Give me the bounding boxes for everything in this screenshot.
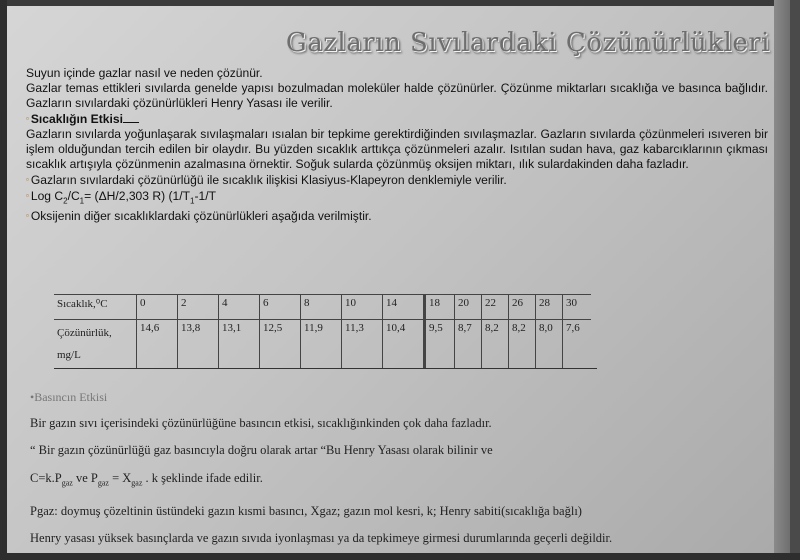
table-header-cell: Sıcaklık,⁰C	[54, 295, 137, 320]
top-border	[0, 0, 800, 6]
pressure-line-4: Pgaz: doymuş çözeltinin üstündeki gazın kısmi basıncı, Xgaz; gazın mol kesri, k; Henry sabiti(sıcaklığa bağlı)	[30, 504, 582, 518]
intro-paragraph: Gazlar temas ettikleri sıvılarda genelde yapısı bozulmadan moleküler halde çözünürler. Çözünme miktarları sıcaklığa ve basınca bağlıdır. Gazların sıvılardaki çözünürlükleri Henry Yasası ile verilir.	[26, 81, 768, 110]
table-row	[54, 320, 591, 369]
heading-underline	[123, 112, 139, 123]
table-cell: 7,6	[563, 320, 592, 369]
pressure-heading: •Basıncın Etkisi	[30, 390, 108, 404]
formula-sub: 2	[63, 196, 68, 206]
formula-part: . k şeklinde ifade edilir.	[142, 471, 263, 485]
temperature-paragraph: Gazların sıvılarda yoğunlaşarak sıvılaşmaları ısıalan bir tepkime gerektirdiğinden sıvılaşmazlar. Gazların sıvılarda çözünmeleri ısıveren bir işlem olduğundan tercih edilen bir olaydır. Bu yüzden sıcaklık arttıkça çözünmeleri azalır. Isıtılan sudan hava, gaz kabarcıklarının çıkması sıcaklık artışıyla çözünmenin azalmasına örnektir. Soğuk sularda çözünmüş oksijen miktarı, ılık sulardakinden daha fazladır.	[26, 127, 768, 171]
pressure-line-5: Henry yasası yüksek basınçlarda ve gazın sıvıda iyonlaşması ya da tepkimeye girmesi durumlarında geçerli değildir.	[30, 531, 613, 545]
table-cell: 2	[178, 295, 219, 320]
pressure-formula	[30, 471, 770, 488]
oxygen-solubility-table	[54, 294, 597, 369]
bullet-icon: ▫	[26, 191, 29, 200]
table-cell: 26	[509, 295, 536, 320]
bullet-formula	[26, 188, 768, 208]
table-cell: 10	[342, 295, 383, 320]
temperature-heading	[26, 111, 768, 127]
formula-part: /C	[67, 189, 80, 203]
table-cell: 0	[137, 295, 178, 320]
intro-line: Suyun içinde gazlar nasıl ve neden çözünür.	[26, 66, 263, 80]
table-cell: 28	[536, 295, 563, 320]
pressure-line-1: Bir gazın sıvı içerisindeki çözünürlüğüne basıncın etkisi, sıcaklığınkinden çok daha fazladır.	[30, 416, 492, 430]
table-cell: 9,5	[425, 320, 455, 369]
table-label-line: Çözünürlük,	[57, 327, 112, 339]
bullet-clausius	[26, 172, 768, 188]
bullet-icon: ▫	[26, 175, 29, 184]
bullet-icon: ▫	[26, 211, 29, 221]
formula-sub: gaz	[131, 478, 143, 488]
table-cell: 13,1	[219, 320, 260, 369]
table-cell: 18	[425, 295, 455, 320]
table-row	[54, 295, 591, 320]
table-cell: 4	[219, 295, 260, 320]
table-cell: 11,9	[301, 320, 342, 369]
table-header-cell	[54, 320, 137, 369]
table-cell: 11,3	[342, 320, 383, 369]
formula-part: = X	[108, 471, 132, 485]
table-cell: 8	[301, 295, 342, 320]
formula-part: = (ΔH/2,303 R) (1/T	[84, 189, 190, 203]
table-cell: 14	[383, 295, 425, 320]
table-cell: 14,6	[137, 320, 178, 369]
table-cell: 22	[482, 295, 509, 320]
table-cell: 30	[563, 295, 592, 320]
formula-sub: gaz	[97, 478, 109, 488]
table-cell: 8,2	[482, 320, 509, 369]
temperature-heading-text: Sıcaklığın Etkisi	[30, 112, 123, 126]
table-label-line: mg/L	[57, 349, 81, 361]
slide-title: Gazların Sıvılardaki Çözünürlükleri	[285, 28, 770, 58]
table-cell: 10,4	[383, 320, 425, 369]
pressure-line-2: “ Bir gazın çözünürlüğü gaz basıncıyla doğru olarak artar “Bu Henry Yasası olarak bilinir ve	[30, 443, 493, 457]
formula-sub: gaz	[61, 478, 73, 488]
formula-sub: 1	[190, 196, 195, 206]
right-border	[790, 0, 800, 560]
slide-body	[26, 66, 768, 224]
table-cell: 6	[260, 295, 301, 320]
formula-part: C=k.P	[30, 471, 62, 485]
bottom-border	[0, 553, 800, 560]
table-cell: 8,2	[509, 320, 536, 369]
formula-part: -1/T	[194, 189, 216, 203]
table-cell: 20	[455, 295, 482, 320]
formula-part: Log C	[30, 189, 64, 203]
table-cell: 12,5	[260, 320, 301, 369]
formula-part: ve P	[72, 471, 98, 485]
bullet-icon: ▫	[26, 114, 29, 123]
bullet-clausius-text: Gazların sıvılardaki çözünürlüğü ile sıcaklık ilişkisi Klasiyus-Klapeyron denklemiyle verilir.	[30, 173, 507, 187]
table-cell: 8,7	[455, 320, 482, 369]
bullet-oxygen	[26, 208, 768, 224]
table-cell: 8,0	[536, 320, 563, 369]
left-border	[0, 0, 7, 560]
formula-sub: 1	[79, 196, 85, 206]
bullet-oxygen-text: Oksijenin diğer sıcaklıklardaki çözünürlükleri aşağıda verilmiştir.	[30, 209, 372, 224]
table-cell: 13,8	[178, 320, 219, 369]
